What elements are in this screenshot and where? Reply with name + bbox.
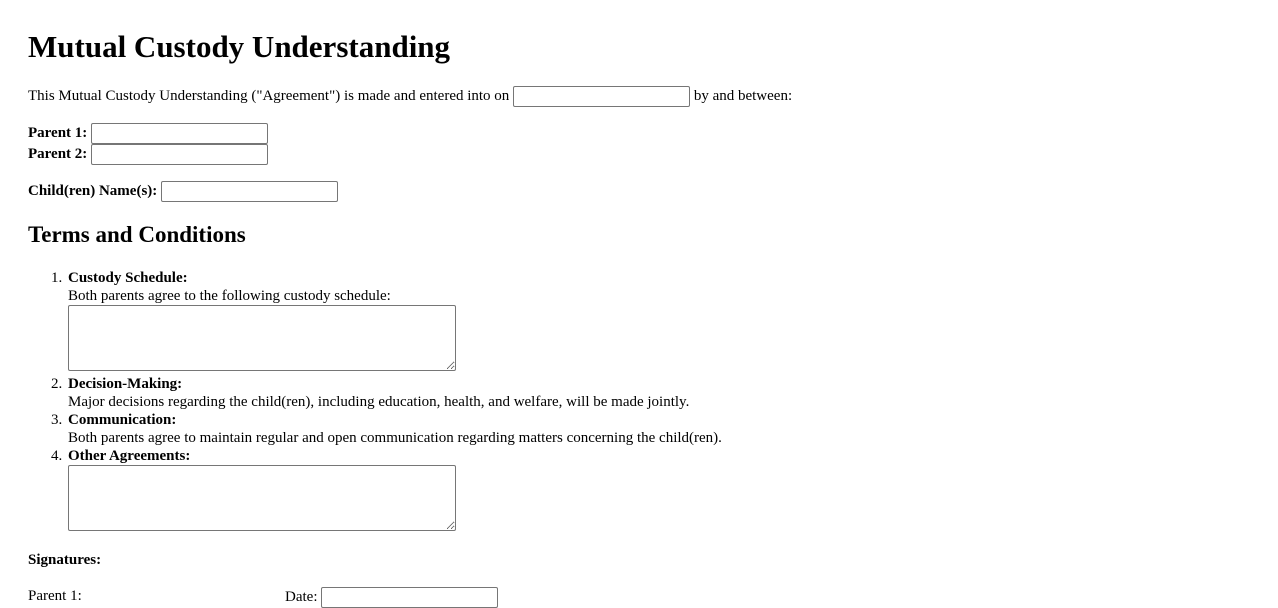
- term-title: Custody Schedule:: [68, 270, 188, 286]
- page-title: Mutual Custody Understanding: [28, 29, 451, 64]
- terms-heading: Terms and Conditions: [28, 222, 246, 247]
- children-names-field[interactable]: [161, 181, 338, 202]
- signature-date-row: [285, 587, 498, 608]
- parent1-label: Parent 1:: [28, 124, 88, 141]
- term-number: 4.: [51, 448, 63, 464]
- term-title: Communication:: [68, 412, 177, 428]
- parent2-label: Parent 2:: [28, 145, 88, 162]
- term-text: Both parents agree to maintain regular and open communication regarding matters concerning the child(ren).: [68, 430, 722, 446]
- signatures-heading: Signatures:: [28, 552, 102, 568]
- agreement-date-field[interactable]: [513, 86, 690, 107]
- signature-date-label: Date:: [285, 588, 318, 605]
- term-number: 1.: [51, 270, 63, 286]
- custody-schedule-textarea[interactable]: [68, 305, 456, 371]
- parent1-row: [28, 123, 268, 144]
- children-label: Child(ren) Name(s):: [28, 182, 158, 199]
- term-title: Decision-Making:: [68, 376, 183, 392]
- term-item-communication: [51, 411, 722, 447]
- term-item-decision-making: [51, 375, 690, 411]
- parent1-field[interactable]: [91, 123, 268, 144]
- signature-date-field[interactable]: [321, 587, 498, 608]
- intro-text: This Mutual Custody Understanding ("Agreement") is made and entered into on: [28, 87, 510, 104]
- term-title: Other Agreements:: [68, 448, 191, 464]
- term-number: 3.: [51, 412, 63, 428]
- term-item-other-agreements: [51, 447, 456, 531]
- intro-line: [28, 86, 792, 107]
- parent2-row: [28, 144, 268, 165]
- term-item-custody-schedule: [51, 269, 456, 371]
- term-text: Major decisions regarding the child(ren), including education, health, and welfare, will be made jointly.: [68, 394, 690, 410]
- signature-parent1-label: Parent 1:: [28, 588, 82, 604]
- children-row: [28, 181, 338, 202]
- term-number: 2.: [51, 376, 63, 392]
- parent2-field[interactable]: [91, 144, 268, 165]
- term-text: Both parents agree to the following custody schedule:: [68, 288, 391, 304]
- intro-text-after: by and between:: [693, 87, 793, 104]
- other-agreements-textarea[interactable]: [68, 465, 456, 531]
- signature-row-parent1: [28, 587, 82, 606]
